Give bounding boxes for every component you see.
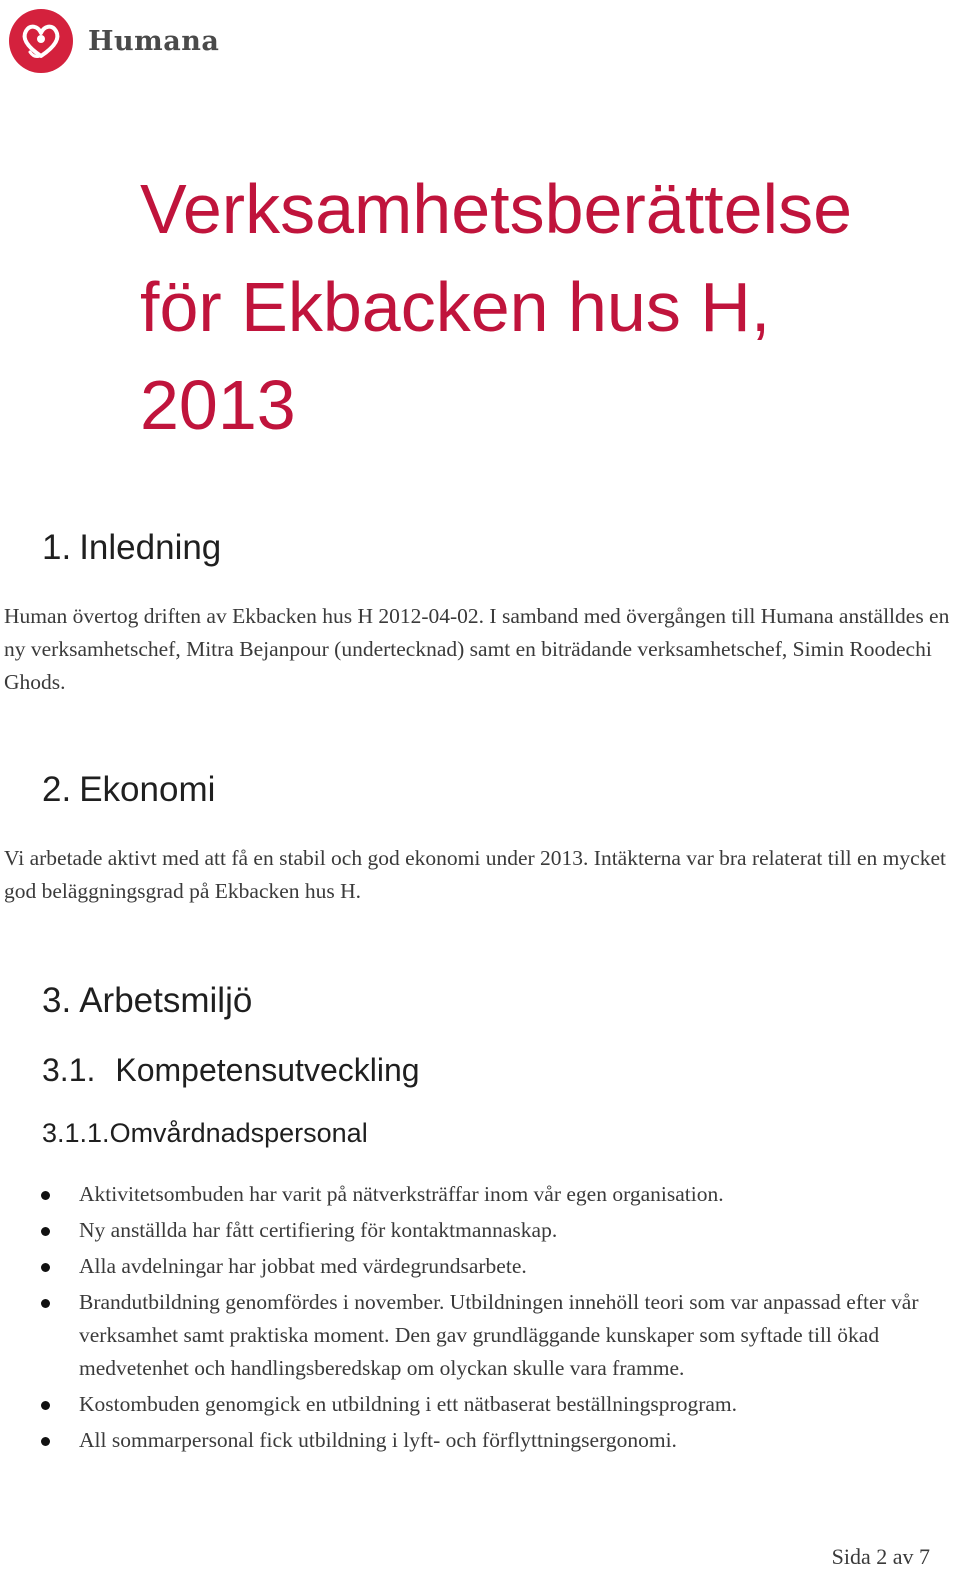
heading-number: 3.1. xyxy=(42,1052,96,1088)
page-title xyxy=(140,160,940,454)
list-item-text: Alla avdelningar har jobbat med värdegrundsarbete. xyxy=(79,1254,527,1278)
paragraph-inledning: Human övertog driften av Ekbacken hus H 2012-04-02. I samband med övergången till Humana anställdes en ny verksamhetschef, Mitra Bejanpour (undertecknad) samt en biträdande verksamhetschef, Simin Roodechi Ghods. xyxy=(4,604,950,694)
bullet-icon xyxy=(41,1437,50,1446)
heading-text: Inledning xyxy=(79,528,222,567)
logo-wordmark: Humana xyxy=(88,25,220,57)
heading-kompetensutveckling xyxy=(42,1052,420,1089)
heading-text: Kompetensutveckling xyxy=(115,1052,420,1088)
bullet-icon xyxy=(41,1263,50,1272)
list-item xyxy=(0,1286,950,1385)
heading-number: 1. xyxy=(42,528,72,567)
heading-text: Ekonomi xyxy=(79,770,216,809)
list-item-text: Kostombuden genomgick en utbildning i ett nätbaserat beställningsprogram. xyxy=(79,1392,738,1416)
title-line-1: Verksamhetsberättelse xyxy=(140,170,853,248)
list-item-text: Ny anställda har fått certifiering för kontaktmannaskap. xyxy=(79,1218,558,1242)
list-item-text: Brandutbildning genomfördes i november. Utbildningen innehöll teori som var anpassad efter vår verksamhet samt praktiska moment. Den gav grundläggande kunskaper som syftade till ökad medvetenhet och handlingsberedskap om olyckan skulle vara framme. xyxy=(79,1290,919,1380)
paragraph-ekonomi: Vi arbetade aktivt med att få en stabil och god ekonomi under 2013. Intäkterna var bra relaterat till en mycket god beläggningsgrad på Ekbacken hus H. xyxy=(4,846,946,903)
bullet-icon xyxy=(41,1401,50,1410)
heading-arbetsmiljo xyxy=(42,981,252,1021)
title-line-3: 2013 xyxy=(140,366,296,444)
title-line-2: för Ekbacken hus H, xyxy=(140,268,771,346)
heading-text: Arbetsmiljö xyxy=(79,981,253,1020)
heading-text: Omvårdnadspersonal xyxy=(109,1118,368,1148)
bullet-icon xyxy=(41,1299,50,1308)
list-item xyxy=(0,1250,950,1283)
bullet-list xyxy=(0,1178,950,1460)
humana-logo xyxy=(8,8,219,74)
list-item xyxy=(0,1178,950,1211)
heading-inledning xyxy=(42,528,221,568)
list-item xyxy=(0,1388,950,1421)
heading-omvardnadspersonal xyxy=(42,1118,368,1149)
list-item-text: Aktivitetsombuden har varit på nätverksträffar inom vår egen organisation. xyxy=(79,1182,724,1206)
list-item-text: All sommarpersonal fick utbildning i lyft- och förflyttningsergonomi. xyxy=(79,1428,677,1452)
heading-number: 3.1.1. xyxy=(42,1118,110,1148)
bullet-icon xyxy=(41,1227,50,1236)
bullet-icon xyxy=(41,1191,50,1200)
heading-number: 2. xyxy=(42,770,72,809)
heading-ekonomi xyxy=(42,770,215,810)
list-item xyxy=(0,1214,950,1247)
humana-heart-logo-icon xyxy=(8,8,74,74)
list-item xyxy=(0,1424,950,1457)
page-number: Sida 2 av 7 xyxy=(831,1544,930,1569)
heading-number: 3. xyxy=(42,981,72,1020)
